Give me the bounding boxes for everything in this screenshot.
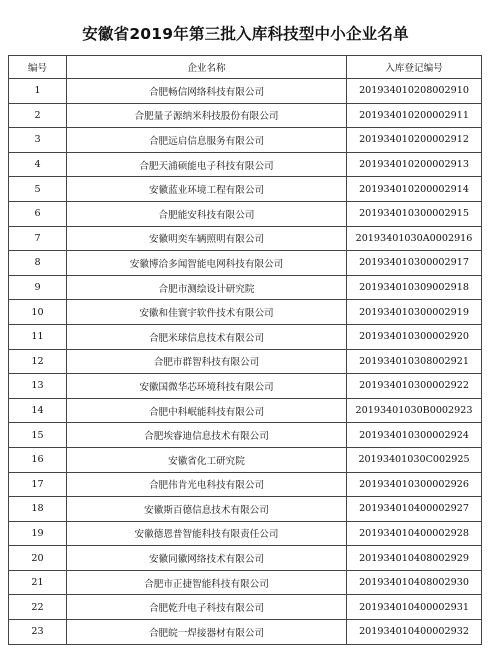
cell-company-name: 合肥量子源纳米科技股份有限公司 [67, 103, 347, 128]
cell-company-name: 合肥伟肯光电科技有限公司 [67, 472, 347, 497]
table-row [9, 201, 482, 226]
cell-company-name: 安徽国微华芯环境科技有限公司 [67, 374, 347, 399]
cell-registration-number: 201934010300002920 [347, 324, 482, 349]
cell-registration-number: 201934010408002929 [347, 546, 482, 571]
cell-company-name: 合肥能安科技有限公司 [67, 201, 347, 226]
cell-registration-number: 20193401030A0002916 [347, 226, 482, 251]
table-header-row [9, 56, 482, 79]
header-company-name: 企业名称 [67, 56, 347, 79]
table-row [9, 152, 482, 177]
table-row [9, 497, 482, 522]
table-row [9, 521, 482, 546]
cell-registration-number: 201934010200002913 [347, 152, 482, 177]
table-row [9, 103, 482, 128]
cell-number: 20 [9, 546, 67, 571]
cell-company-name: 安徽斯百德信息技术有限公司 [67, 497, 347, 522]
cell-number: 10 [9, 300, 67, 325]
cell-number: 19 [9, 521, 67, 546]
table-row [9, 251, 482, 276]
cell-registration-number: 201934010300002915 [347, 201, 482, 226]
header-registration-number: 入库登记编号 [347, 56, 482, 79]
table-row [9, 423, 482, 448]
cell-number: 1 [9, 79, 67, 104]
cell-number: 5 [9, 177, 67, 202]
cell-company-name: 安徽和佳寰宇软件技术有限公司 [67, 300, 347, 325]
cell-registration-number: 201934010300002924 [347, 423, 482, 448]
cell-number: 16 [9, 447, 67, 472]
cell-company-name: 安徽德恩普智能科技有限责任公司 [67, 521, 347, 546]
cell-company-name: 合肥乾升电子科技有限公司 [67, 595, 347, 620]
cell-number: 22 [9, 595, 67, 620]
table-row [9, 226, 482, 251]
cell-number: 6 [9, 201, 67, 226]
cell-number: 12 [9, 349, 67, 374]
page-title: 安徽省2019年第三批入库科技型中小企业名单 [82, 25, 409, 43]
cell-company-name: 合肥埃睿迪信息技术有限公司 [67, 423, 347, 448]
table-row [9, 324, 482, 349]
cell-company-name: 合肥天浦硕能电子科技有限公司 [67, 152, 347, 177]
cell-number: 15 [9, 423, 67, 448]
enterprise-table [8, 55, 482, 645]
table-row [9, 128, 482, 153]
cell-number: 23 [9, 620, 67, 645]
table-row [9, 275, 482, 300]
cell-registration-number: 201934010309002918 [347, 275, 482, 300]
cell-registration-number: 20193401030B0002923 [347, 398, 482, 423]
table-row [9, 374, 482, 399]
cell-registration-number: 201934010300002919 [347, 300, 482, 325]
table-row [9, 472, 482, 497]
cell-company-name: 安徽明奕车辆照明有限公司 [67, 226, 347, 251]
cell-company-name: 合肥市测绘设计研究院 [67, 275, 347, 300]
cell-registration-number: 201934010200002912 [347, 128, 482, 153]
cell-registration-number: 201934010300002926 [347, 472, 482, 497]
cell-registration-number: 201934010400002932 [347, 620, 482, 645]
cell-number: 4 [9, 152, 67, 177]
cell-registration-number: 201934010200002911 [347, 103, 482, 128]
cell-registration-number: 20193401030C002925 [347, 447, 482, 472]
cell-number: 9 [9, 275, 67, 300]
cell-company-name: 合肥市正捷智能科技有限公司 [67, 570, 347, 595]
cell-company-name: 安徽博洽多闻智能电网科技有限公司 [67, 251, 347, 276]
cell-number: 7 [9, 226, 67, 251]
cell-registration-number: 201934010400002931 [347, 595, 482, 620]
cell-number: 21 [9, 570, 67, 595]
table-row [9, 620, 482, 645]
table-row [9, 300, 482, 325]
cell-registration-number: 201934010300002917 [347, 251, 482, 276]
cell-number: 14 [9, 398, 67, 423]
cell-company-name: 合肥中科岷能科技有限公司 [67, 398, 347, 423]
table-row [9, 177, 482, 202]
cell-number: 11 [9, 324, 67, 349]
table-row [9, 447, 482, 472]
header-number: 编号 [9, 56, 67, 79]
cell-company-name: 合肥畅信网络科技有限公司 [67, 79, 347, 104]
cell-registration-number: 201934010400002927 [347, 497, 482, 522]
cell-company-name: 合肥远启信息服务有限公司 [67, 128, 347, 153]
cell-number: 2 [9, 103, 67, 128]
cell-company-name: 安徽省化工研究院 [67, 447, 347, 472]
cell-number: 17 [9, 472, 67, 497]
cell-number: 8 [9, 251, 67, 276]
cell-registration-number: 201934010400002928 [347, 521, 482, 546]
cell-registration-number: 201934010308002921 [347, 349, 482, 374]
table-row [9, 570, 482, 595]
cell-registration-number: 201934010200002914 [347, 177, 482, 202]
table-row [9, 546, 482, 571]
cell-company-name: 安徽蓝业环境工程有限公司 [67, 177, 347, 202]
cell-number: 13 [9, 374, 67, 399]
cell-number: 3 [9, 128, 67, 153]
table-row [9, 398, 482, 423]
cell-registration-number: 201934010300002922 [347, 374, 482, 399]
cell-registration-number: 201934010408002930 [347, 570, 482, 595]
table-row [9, 349, 482, 374]
cell-number: 18 [9, 497, 67, 522]
cell-registration-number: 201934010208002910 [347, 79, 482, 104]
cell-company-name: 合肥米球信息技术有限公司 [67, 324, 347, 349]
table-row [9, 595, 482, 620]
cell-company-name: 合肥市群智科技有限公司 [67, 349, 347, 374]
table-row [9, 79, 482, 104]
cell-company-name: 合肥皖一焊接器材有限公司 [67, 620, 347, 645]
cell-company-name: 安徽同徽网络技术有限公司 [67, 546, 347, 571]
